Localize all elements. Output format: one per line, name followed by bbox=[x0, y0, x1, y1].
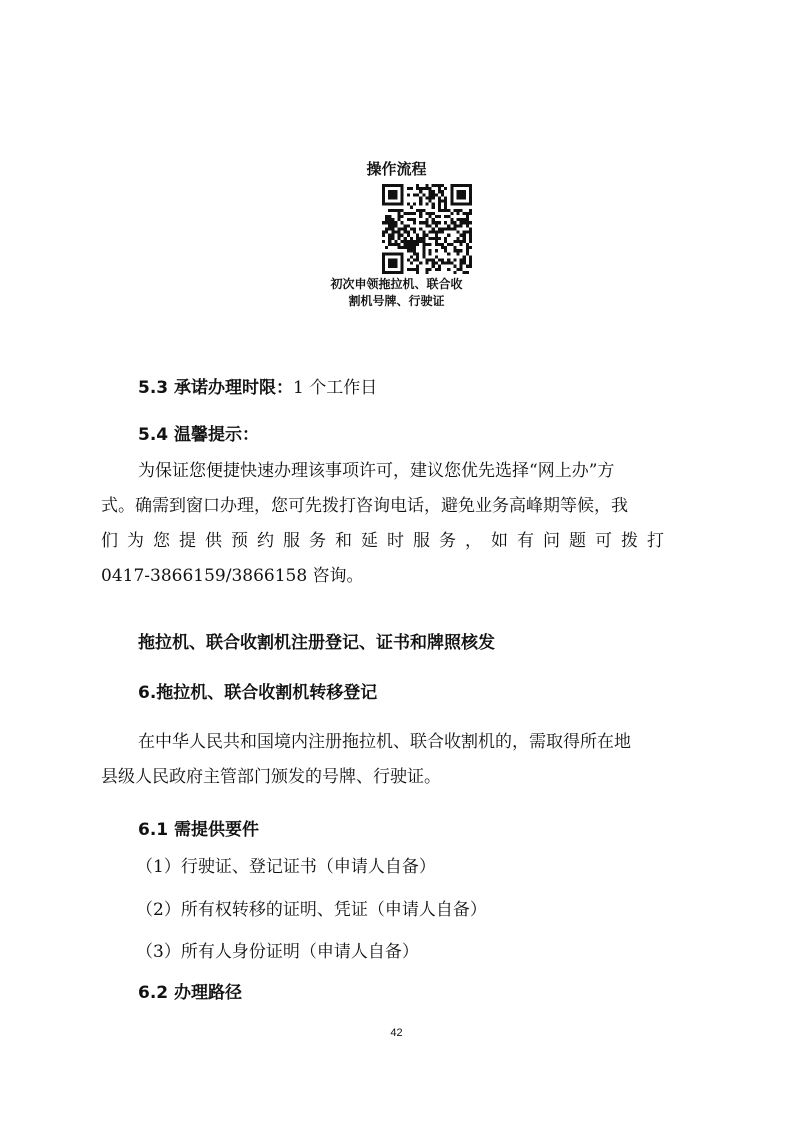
section-5-3-label: 5.3 承诺办理时限： bbox=[138, 378, 294, 398]
tips-line-2: 式。确需到窗口办理，您可先拨打咨询电话，避免业务高峰期等候，我 bbox=[101, 496, 628, 516]
requirement-item-2: （2）所有权转移的证明、凭证（申请人自备） bbox=[136, 900, 487, 920]
section-6-1-title: 6.1 需提供要件 bbox=[138, 820, 260, 840]
qr-code[interactable] bbox=[382, 184, 472, 274]
tips-paragraph bbox=[101, 454, 718, 594]
section-5-4-title: 5.4 温馨提示： bbox=[138, 425, 260, 445]
requirement-item-1: （1）行驶证、登记证书（申请人自备） bbox=[136, 857, 436, 877]
category-heading: 拖拉机、联合收割机注册登记、证书和牌照核发 bbox=[138, 633, 495, 653]
section-6-title: 6.拖拉机、联合收割机转移登记 bbox=[138, 683, 378, 703]
qr-caption-line2: 割机号牌、行驶证 bbox=[348, 294, 445, 308]
tips-line-4: 0417-3866159/3866158 咨询。 bbox=[101, 566, 364, 586]
qr-caption-line1: 初次申领拖拉机、联合收 bbox=[330, 277, 463, 291]
requirement-item-3: （3）所有人身份证明（申请人自备） bbox=[136, 942, 419, 962]
section-5-3-value: 1 个工作日 bbox=[293, 378, 378, 398]
tips-line-3: 们为您提供预约服务和延时服务，如有问题可拨打 bbox=[101, 531, 673, 551]
qr-caption bbox=[0, 276, 793, 310]
intro-line-2: 县级人民政府主管部门颁发的号牌、行驶证。 bbox=[101, 767, 441, 787]
section-6-intro bbox=[101, 725, 718, 795]
section-6-2-title: 6.2 办理路径 bbox=[138, 983, 243, 1003]
qr-title: 操作流程 bbox=[366, 160, 427, 178]
intro-line-1: 在中华人民共和国境内注册拖拉机、联合收割机的，需取得所在地 bbox=[138, 732, 631, 752]
page-number: 42 bbox=[390, 1027, 403, 1039]
tips-line-1: 为保证您便捷快速办理该事项许可，建议您优先选择“网上办”方 bbox=[138, 461, 615, 481]
section-5-3 bbox=[138, 373, 377, 398]
